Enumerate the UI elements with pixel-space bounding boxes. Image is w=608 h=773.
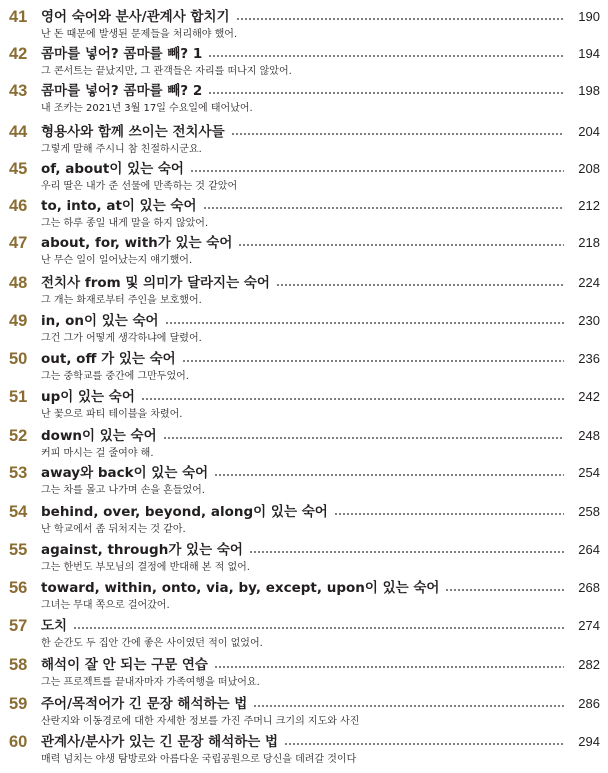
page-number: 274 — [578, 618, 600, 633]
chapter-number: 44 — [9, 123, 28, 141]
example-sentence: 그건 그가 어떻게 생각하냐에 달렸어. — [41, 333, 202, 344]
dot-leader — [214, 474, 564, 476]
example-sentence: 그 개는 화재로부터 주인을 보호했어. — [41, 295, 202, 306]
page-number: 258 — [578, 504, 600, 519]
example-sentence: 내 조카는 2021년 3월 17일 수요일에 태어났어. — [41, 103, 253, 114]
toc-entry-56[interactable] — [0, 578, 608, 618]
entry-title-row — [41, 540, 600, 560]
example-sentence: 그는 차를 몰고 나가며 손을 흔들었어. — [41, 485, 205, 496]
chapter-title[interactable]: 형용사와 함께 쓰이는 전치사들 — [41, 124, 225, 140]
page-number: 190 — [578, 9, 600, 24]
example-sentence: 그는 중학교를 중간에 그만두었어. — [41, 371, 189, 382]
dot-leader — [276, 284, 564, 286]
entry-title-row — [41, 81, 600, 101]
example-sentence: 그는 하루 종일 내게 말을 하지 않았어. — [41, 218, 209, 229]
chapter-number: 42 — [9, 45, 28, 63]
page-number: 204 — [578, 124, 600, 139]
toc-entry-49[interactable] — [0, 311, 608, 351]
toc-entry-45[interactable] — [0, 159, 608, 199]
chapter-title[interactable]: in, on이 있는 숙어 — [41, 313, 159, 329]
page-number: 294 — [578, 734, 600, 749]
dot-leader — [214, 666, 564, 668]
entry-title-row — [41, 616, 600, 636]
page-number: 254 — [578, 465, 600, 480]
chapter-number: 60 — [9, 733, 28, 751]
example-sentence: 그렇게 말해 주시니 참 친절하시군요. — [41, 144, 202, 155]
toc-entry-46[interactable] — [0, 196, 608, 236]
dot-leader — [284, 743, 564, 745]
entry-title-row — [41, 159, 600, 179]
chapter-title[interactable]: 영어 숙어와 분사/관계사 합치기 — [41, 9, 230, 25]
chapter-title[interactable]: 콤마를 넣어? 콤마를 빼? 2 — [41, 83, 203, 99]
chapter-title[interactable]: 해석이 잘 안 되는 구문 연습 — [41, 657, 208, 673]
entry-title-row — [41, 387, 600, 407]
entry-title-row — [41, 311, 600, 331]
page-number: 242 — [578, 389, 600, 404]
chapter-number: 53 — [9, 464, 28, 482]
toc-entry-54[interactable] — [0, 502, 608, 542]
toc-entry-43[interactable] — [0, 81, 608, 121]
chapter-title[interactable]: 관계사/분사가 있는 긴 문장 해석하는 법 — [41, 734, 279, 750]
example-sentence: 산란지와 이동경로에 대한 자세한 정보를 가진 주머니 크기의 지도와 사진 — [41, 716, 360, 727]
chapter-title[interactable]: out, off 가 있는 숙어 — [41, 351, 176, 367]
chapter-title[interactable]: to, into, at이 있는 숙어 — [41, 198, 197, 214]
example-sentence: 난 학교에서 좀 뒤처지는 것 같아. — [41, 524, 186, 535]
toc-entry-42[interactable] — [0, 44, 608, 84]
toc-entry-53[interactable] — [0, 463, 608, 503]
toc-entry-60[interactable] — [0, 732, 608, 772]
toc-entry-58[interactable] — [0, 655, 608, 695]
toc-entry-41[interactable] — [0, 7, 608, 47]
entry-title-row — [41, 732, 600, 752]
entry-title-row — [41, 349, 600, 369]
dot-leader — [141, 398, 564, 400]
chapter-title[interactable]: away와 back이 있는 숙어 — [41, 465, 209, 481]
chapter-number: 48 — [9, 274, 28, 292]
chapter-number: 45 — [9, 160, 28, 178]
dot-leader — [73, 627, 564, 629]
example-sentence: 한 순간도 두 집안 간에 좋은 사이였던 적이 없었어. — [41, 638, 263, 649]
toc-entry-59[interactable] — [0, 694, 608, 734]
example-sentence: 난 꽃으로 파티 테이블을 차렸어. — [41, 409, 183, 420]
dot-leader — [238, 244, 564, 246]
entry-title-row — [41, 44, 600, 64]
chapter-title[interactable]: of, about이 있는 숙어 — [41, 161, 184, 177]
dot-leader — [249, 551, 564, 553]
chapter-title[interactable]: 콤마를 넣어? 콤마를 빼? 1 — [41, 46, 203, 62]
entry-title-row — [41, 694, 600, 714]
page-number: 264 — [578, 542, 600, 557]
page-number: 212 — [578, 198, 600, 213]
page-number: 248 — [578, 428, 600, 443]
entry-title-row — [41, 122, 600, 142]
example-sentence: 난 무슨 일이 일어났는지 얘기했어. — [41, 255, 193, 266]
toc-entry-57[interactable] — [0, 616, 608, 656]
example-sentence: 우리 딸은 내가 준 선물에 만족하는 것 같았어 — [41, 181, 238, 192]
page-number: 286 — [578, 696, 600, 711]
entry-title-row — [41, 578, 600, 598]
entry-title-row — [41, 426, 600, 446]
dot-leader — [236, 18, 564, 20]
toc-entry-51[interactable] — [0, 387, 608, 427]
chapter-number: 51 — [9, 388, 28, 406]
dot-leader — [182, 360, 564, 362]
toc-entry-44[interactable] — [0, 122, 608, 162]
chapter-title[interactable]: 주어/목적어가 긴 문장 해석하는 법 — [41, 696, 248, 712]
example-sentence: 그 콘서트는 끝났지만, 그 관객들은 자리를 떠나지 않았어. — [41, 66, 292, 77]
chapter-number: 58 — [9, 656, 28, 674]
page-number: 194 — [578, 46, 600, 61]
entry-title-row — [41, 655, 600, 675]
example-sentence: 난 돈 때문에 발생된 문제들을 처리해야 했어. — [41, 29, 238, 40]
toc-entry-47[interactable] — [0, 233, 608, 273]
dot-leader — [203, 207, 564, 209]
chapter-title[interactable]: 전치사 from 및 의미가 달라지는 숙어 — [41, 275, 270, 291]
page-number: 224 — [578, 275, 600, 290]
page-number: 268 — [578, 580, 600, 595]
chapter-number: 55 — [9, 541, 28, 559]
chapter-number: 50 — [9, 350, 28, 368]
entry-title-row — [41, 273, 600, 293]
chapter-title[interactable]: up이 있는 숙어 — [41, 389, 135, 405]
toc-entry-48[interactable] — [0, 273, 608, 313]
chapter-title[interactable]: 도치 — [41, 618, 68, 634]
page-number: 198 — [578, 83, 600, 98]
page-number: 230 — [578, 313, 600, 328]
toc-entry-52[interactable] — [0, 426, 608, 466]
entry-title-row — [41, 502, 600, 522]
chapter-title[interactable]: about, for, with가 있는 숙어 — [41, 235, 233, 251]
chapter-number: 52 — [9, 427, 28, 445]
chapter-number: 43 — [9, 82, 28, 100]
entry-title-row — [41, 196, 600, 216]
entry-title-row — [41, 463, 600, 483]
dot-leader — [208, 92, 564, 94]
chapter-title[interactable]: behind, over, beyond, along이 있는 숙어 — [41, 504, 328, 520]
toc-entry-55[interactable] — [0, 540, 608, 580]
example-sentence: 그는 한번도 부모님의 결정에 반대해 본 적 없어. — [41, 562, 250, 573]
chapter-number: 57 — [9, 617, 28, 635]
chapter-number: 54 — [9, 503, 28, 521]
chapter-title[interactable]: toward, within, onto, via, by, except, upon이 있는 숙어 — [41, 580, 440, 596]
entry-title-row — [41, 7, 600, 27]
page-number: 208 — [578, 161, 600, 176]
entry-title-row — [41, 233, 600, 253]
chapter-number: 59 — [9, 695, 28, 713]
example-sentence: 매력 넘치는 야생 탐방로와 아름다운 국립공원으로 당신을 데려갈 것이다 — [41, 754, 357, 765]
chapter-number: 47 — [9, 234, 28, 252]
dot-leader — [334, 513, 564, 515]
dot-leader — [231, 133, 564, 135]
chapter-title[interactable]: against, through가 있는 숙어 — [41, 542, 243, 558]
dot-leader — [208, 55, 564, 57]
example-sentence: 그녀는 무대 쪽으로 걸어갔어. — [41, 600, 170, 611]
example-sentence: 커피 마시는 걸 줄여야 해. — [41, 448, 154, 459]
chapter-number: 56 — [9, 579, 28, 597]
dot-leader — [165, 322, 564, 324]
chapter-title[interactable]: down이 있는 숙어 — [41, 428, 157, 444]
dot-leader — [253, 705, 564, 707]
page-number: 218 — [578, 235, 600, 250]
page-number: 282 — [578, 657, 600, 672]
dot-leader — [190, 170, 564, 172]
chapter-number: 41 — [9, 8, 28, 26]
example-sentence: 그는 프로젝트를 끝내자마자 가족여행을 떠났어요. — [41, 677, 260, 688]
page-number: 236 — [578, 351, 600, 366]
toc-entry-50[interactable] — [0, 349, 608, 389]
dot-leader — [445, 589, 564, 591]
chapter-number: 46 — [9, 197, 28, 215]
dot-leader — [163, 437, 564, 439]
chapter-number: 49 — [9, 312, 28, 330]
